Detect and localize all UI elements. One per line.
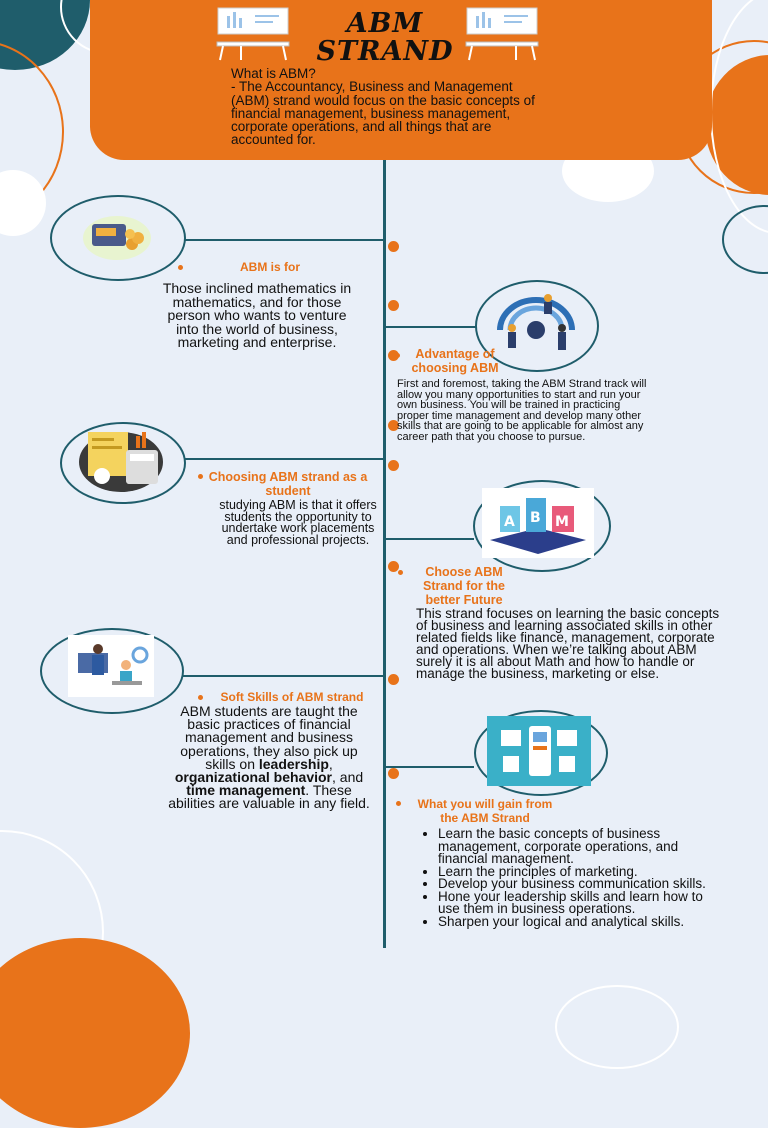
heading-bullet [396, 801, 401, 806]
section-heading: What you will gain from the ABM Strand [417, 797, 553, 825]
title-line-1: ABM [346, 8, 424, 39]
whiteboard-desk-icon [215, 6, 293, 62]
heading-bullet [398, 570, 403, 575]
section-body [164, 705, 374, 811]
finance-report-icon [76, 426, 166, 494]
timeline-line [383, 160, 386, 948]
team-work-icon [68, 635, 154, 697]
section-heading: ABM is for [240, 260, 300, 274]
gains-list [416, 828, 716, 928]
svg-text:B: B [530, 510, 541, 526]
connector-line [384, 326, 476, 328]
heading-bullet [395, 353, 400, 358]
timeline-dot [388, 674, 399, 685]
connector-line [182, 458, 384, 460]
svg-text:A: A [504, 514, 515, 530]
list-item: • Learn the basic concepts of business management, corporate operations, and financial management. [438, 828, 716, 866]
connector-line [184, 239, 384, 241]
heading-bullet [198, 695, 203, 700]
deco-white-ring-bottom-right [555, 985, 679, 1069]
comma: , [332, 769, 336, 786]
money-calculator-icon [80, 210, 154, 262]
section-body: This strand focuses on learning the basic concepts of business and learning associated skills in other related fields like finance, management, corporate and operations. When we’re talking about ABM surely it is all about Math and how to handle or manage the business, marketing or else. [416, 606, 720, 681]
list-item: • Hone your leadership skills and learn how to use them in business operations. [438, 891, 716, 916]
heading-bullet [178, 265, 183, 270]
list-item: • Sharpen your logical and analytical skills. [438, 916, 716, 929]
gains-bullet-list [416, 828, 716, 928]
intro-answer: - The Accountancy, Business and Management (ABM) strand would focus on the basic concepts of financial management, business management, corporate operations, and all things that are accounted for. [231, 79, 535, 148]
timeline-dot [388, 241, 399, 252]
section-heading: Advantage of choosing ABM [411, 347, 499, 375]
connector-line [384, 766, 474, 768]
page-title [300, 10, 470, 66]
timeline-dot [388, 300, 399, 311]
soft-skills-text-end: . These abilities are valuable in any field. [168, 782, 370, 812]
and-text: and [339, 769, 364, 786]
svg-text:M: M [555, 514, 569, 530]
list-item: • Develop your business communication skills. [438, 878, 716, 891]
section-body: studying ABM is that it offers students the opportunity to undertake work placements and professional projects. [219, 498, 377, 547]
comma: , [328, 755, 333, 772]
section-heading: Choosing ABM strand as a student [208, 470, 368, 498]
section-body: Those inclined mathematics in mathematics, and for those person who wants to venture into the world of business, marketing and enterprise. [162, 280, 352, 350]
title-line-2: STRAND [316, 36, 454, 67]
section-heading: Soft Skills of ABM strand [220, 690, 364, 704]
section-heading: Choose ABM Strand for the better Future [423, 565, 505, 607]
section-body: First and foremost, taking the ABM Strand track will allow you many opportunities to start and run your own business. You will be trained in practicing proper time management and develop many other skills that are going to be applicable for almost any career path that you choose to pursue. [397, 378, 647, 443]
timeline-dot [388, 460, 399, 471]
connector-line [384, 538, 474, 540]
timeline-dot [388, 768, 399, 779]
intro-text [231, 67, 541, 147]
connector-line [180, 675, 384, 677]
whiteboard-desk-icon-right [464, 6, 542, 62]
skill-leadership: leadership [258, 755, 329, 772]
deco-teal-ring-right [722, 205, 768, 274]
skill-organizational-behavior: organizational behavior [174, 769, 332, 786]
analytics-tablet-icon [487, 716, 591, 786]
deco-orange-circle-bottom-left [0, 938, 190, 1128]
heading-bullet [198, 474, 203, 479]
list-item: • Learn the principles of marketing. [438, 866, 716, 879]
skill-time-management: time management [186, 782, 306, 799]
deco-white-ring-right [710, 0, 768, 234]
abm-3d-letters-icon [482, 488, 594, 558]
intro-question: What is ABM? [231, 66, 316, 81]
soft-skills-text: ABM students are taught the basic practices of financial management and business operations, they also pick up skills on [180, 703, 358, 772]
